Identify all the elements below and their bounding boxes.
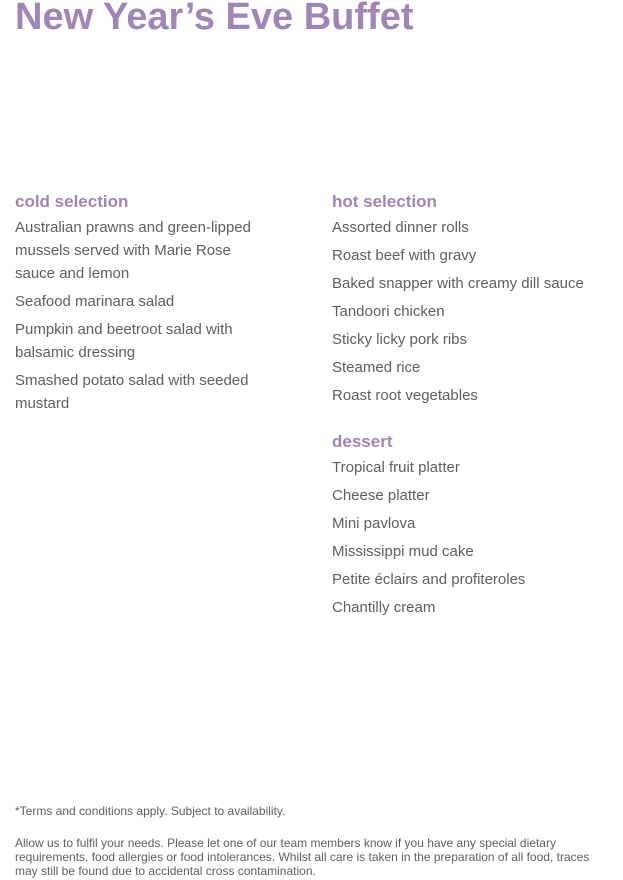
- cold-selection-list: [15, 216, 275, 415]
- menu-item: Petite éclairs and profiteroles: [332, 571, 526, 588]
- menu-item: Steamed rice: [332, 359, 421, 376]
- menu-item: Pumpkin and beetroot salad with balsamic dressing: [15, 321, 233, 361]
- page-title: New Year’s Eve Buffet: [15, 0, 414, 38]
- menu-item: Seafood marinara salad: [15, 293, 175, 310]
- dessert-section: [332, 432, 612, 624]
- dessert-list: [332, 456, 612, 619]
- menu-item: Smashed potato salad with seeded mustard: [15, 372, 249, 412]
- hot-selection-list: [332, 216, 612, 407]
- menu-item: Australian prawns and green-lipped mussels served with Marie Rose sauce and lemon: [15, 219, 251, 282]
- menu-item: Tropical fruit platter: [332, 459, 460, 476]
- menu-item: Roast beef with gravy: [332, 247, 477, 264]
- menu-item: Mini pavlova: [332, 515, 416, 532]
- menu-item: Tandoori chicken: [332, 303, 445, 320]
- hot-selection-section: [332, 192, 612, 412]
- menu-item: Assorted dinner rolls: [332, 219, 469, 236]
- menu-item: Sticky licky pork ribs: [332, 331, 468, 348]
- cold-selection-section: [15, 192, 275, 420]
- dessert-heading: dessert: [332, 432, 393, 451]
- menu-item: Baked snapper with creamy dill sauce: [332, 275, 584, 292]
- terms-footnote: *Terms and conditions apply. Subject to availability.: [15, 804, 286, 818]
- allergy-disclaimer: Allow us to fulfil your needs. Please let one of our team members know if you have any special dietary requirements, food allergies or food intolerances. Whilst all care is taken in the preparation of all food, traces may still be found due to accidental cross contamination.: [15, 836, 590, 878]
- hot-selection-heading: hot selection: [332, 192, 437, 211]
- cold-selection-heading: cold selection: [15, 192, 129, 211]
- menu-item: Cheese platter: [332, 487, 430, 504]
- menu-item: Chantilly cream: [332, 599, 436, 616]
- menu-item: Mississippi mud cake: [332, 543, 474, 560]
- menu-item: Roast root vegetables: [332, 387, 478, 404]
